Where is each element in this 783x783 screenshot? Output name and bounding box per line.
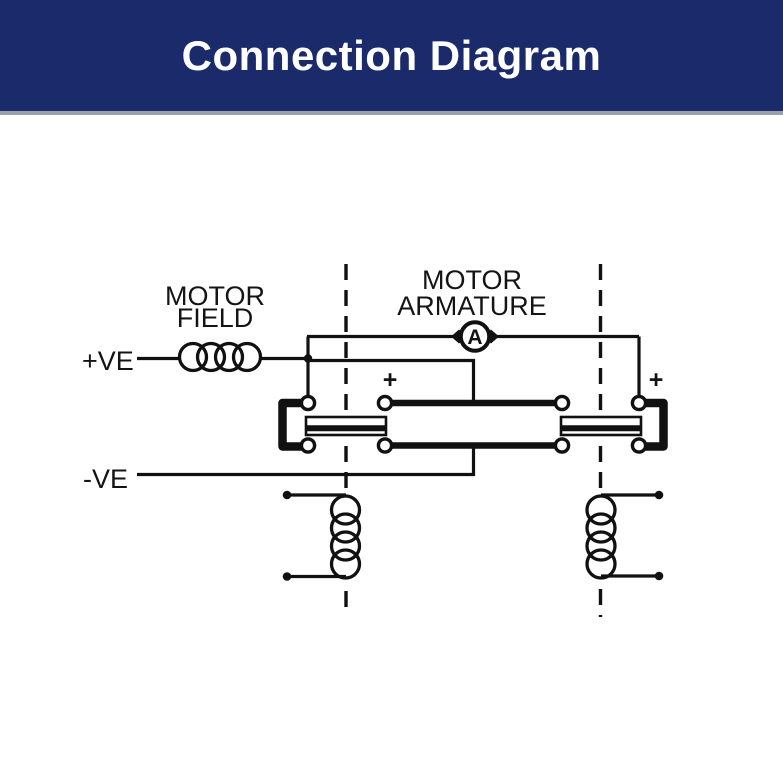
right-contactor-coil — [587, 491, 663, 581]
motor-field-coil — [180, 344, 261, 371]
left-contactor-plus-label: + — [382, 366, 398, 394]
left-contactor-moving-contact — [306, 417, 386, 435]
motor-field-label-line2: FIELD — [176, 303, 254, 333]
motor-armature-label-line2: ARMATURE — [397, 291, 547, 321]
page-title: Connection Diagram — [181, 31, 602, 79]
ammeter-label: A — [467, 326, 483, 349]
positive-junction-dot — [304, 354, 312, 362]
ammeter — [451, 322, 499, 350]
left-contactor-coil — [283, 491, 360, 581]
motor-armature-label-line1: MOTOR — [422, 265, 522, 295]
motor-field-label-line1: MOTOR — [165, 281, 265, 311]
right-contactor-moving-contact — [561, 417, 641, 435]
right-contactor-plus-label: + — [648, 366, 664, 394]
negative-supply-label: -VE — [83, 464, 129, 494]
positive-supply-label: +VE — [82, 346, 134, 376]
